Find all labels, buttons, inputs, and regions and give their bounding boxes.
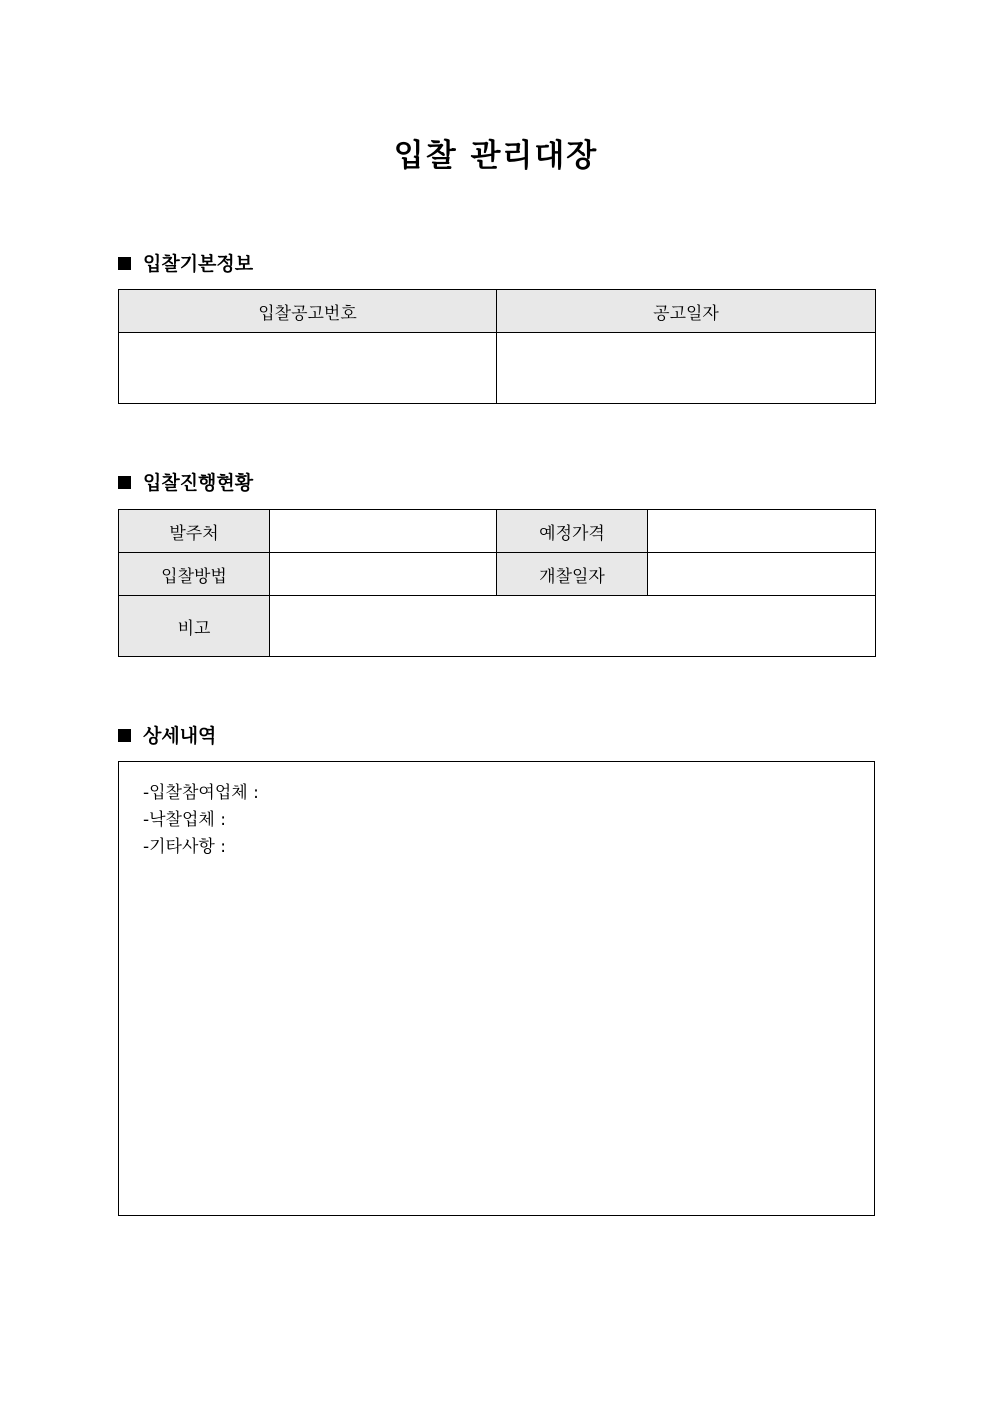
label-bid-method: 입찰방법 — [119, 553, 270, 596]
black-square-icon — [118, 257, 131, 270]
value-bid-notice-number[interactable] — [119, 333, 497, 404]
value-bid-method[interactable] — [270, 553, 497, 596]
section-heading-text: 입찰진행현황 — [143, 472, 254, 494]
detail-other: -기타사항 : — [143, 837, 226, 857]
value-estimated-price[interactable] — [648, 510, 876, 553]
label-opening-date: 개찰일자 — [497, 553, 648, 596]
progress-table — [118, 509, 876, 657]
black-square-icon — [118, 476, 131, 489]
section-heading-text: 입찰기본정보 — [143, 253, 254, 275]
header-notice-date: 공고일자 — [497, 290, 876, 333]
detail-participants: -입찰참여업체 : — [143, 783, 259, 803]
black-square-icon — [118, 729, 131, 742]
details-box[interactable] — [118, 761, 875, 1216]
label-client: 발주처 — [119, 510, 270, 553]
section-heading-progress — [118, 470, 253, 496]
value-notice-date[interactable] — [497, 333, 876, 404]
section-heading-text: 상세내역 — [143, 725, 217, 747]
basic-info-table — [118, 289, 876, 404]
detail-winner: -낙찰업체 : — [143, 810, 226, 830]
value-client[interactable] — [270, 510, 497, 553]
document-title: 입찰 관리대장 — [393, 138, 599, 174]
value-remarks[interactable] — [270, 596, 876, 657]
header-bid-notice-number: 입찰공고번호 — [119, 290, 497, 333]
label-estimated-price: 예정가격 — [497, 510, 648, 553]
value-opening-date[interactable] — [648, 553, 876, 596]
section-heading-details — [118, 723, 216, 749]
label-remarks: 비고 — [119, 596, 270, 657]
section-heading-basic-info — [118, 251, 253, 277]
